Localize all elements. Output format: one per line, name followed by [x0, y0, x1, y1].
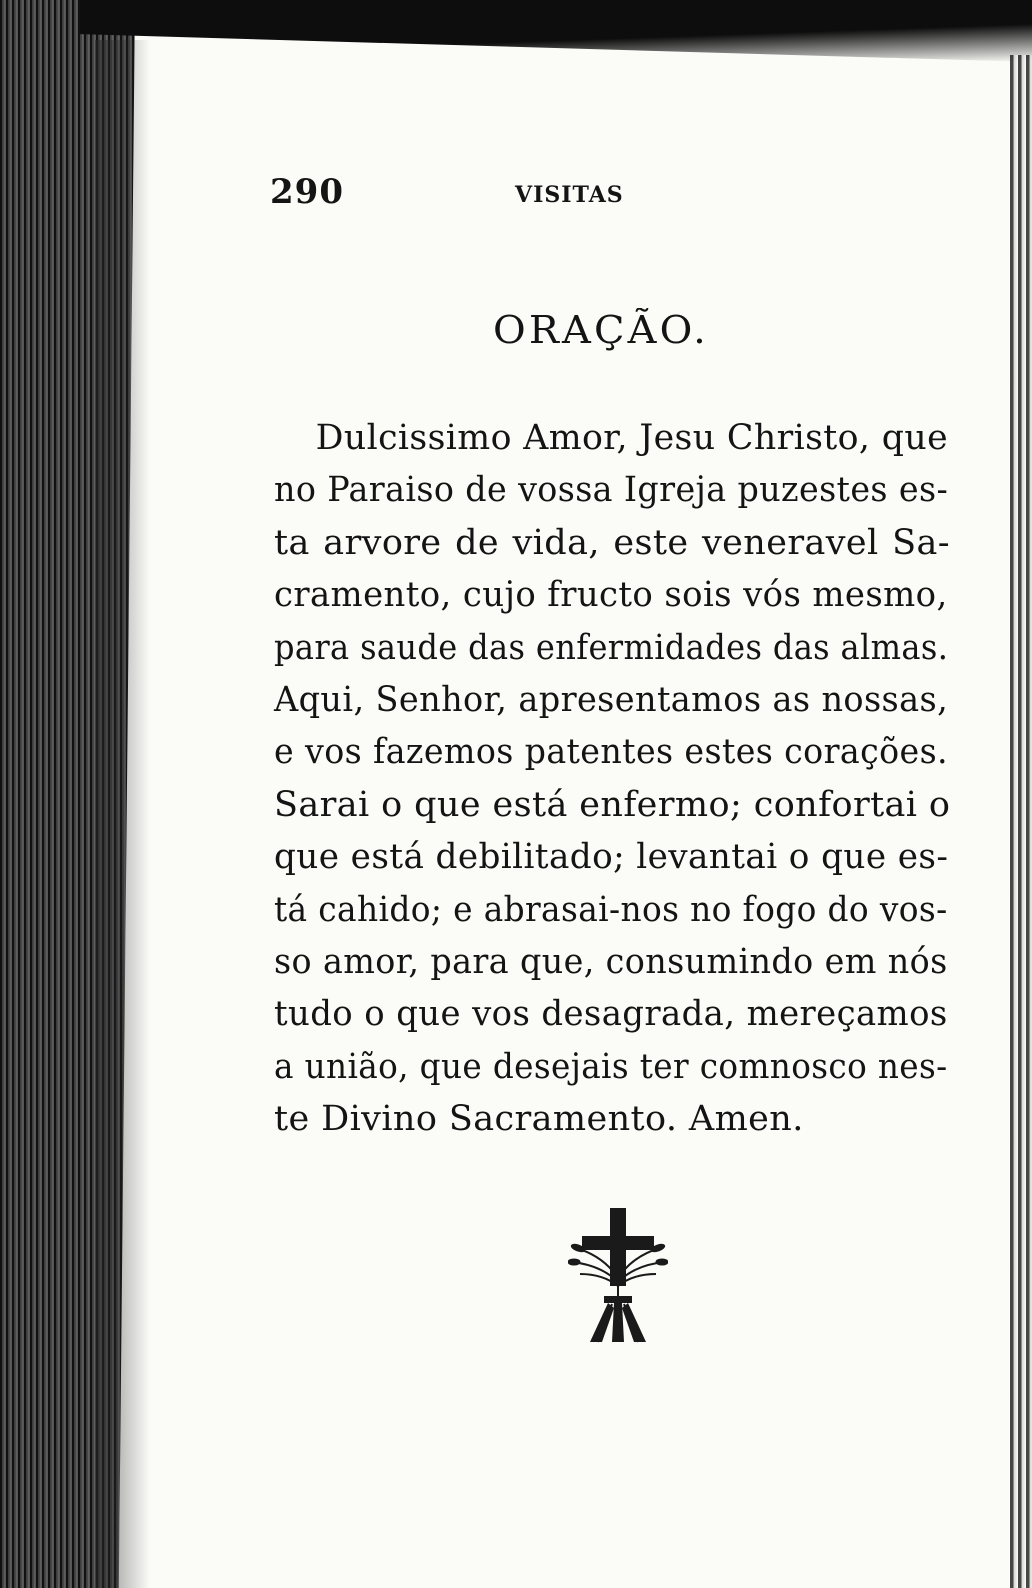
prayer-line: para saude das enfermidades das almas.	[274, 627, 949, 668]
gutter-shadow	[95, 40, 150, 1588]
prayer-line: que está debilitado; levantai o que es-	[274, 837, 949, 878]
prayer-line: te Divino Sacramento. Amen.	[274, 1099, 804, 1140]
right-page-edge	[1010, 55, 1032, 1588]
prayer-line: Dulcissimo Amor, Jesu Christo, que	[315, 418, 949, 458]
cross-with-wheat-sheaf-icon	[568, 1208, 668, 1344]
top-scan-edge	[80, 0, 1032, 62]
book-page	[150, 60, 1010, 1580]
prayer-line: ta arvore de vida, este veneravel Sa-	[274, 522, 950, 563]
prayer-line: tá cahido; e abrasai-nos no fogo do vos-	[274, 889, 948, 930]
prayer-line: so amor, para que, consumindo em nós	[274, 942, 948, 983]
prayer-line: cramento, cujo fructo sois vós mesmo,	[274, 575, 948, 616]
section-title: ORAÇÃO.	[492, 308, 710, 352]
running-head	[270, 172, 830, 212]
running-title: VISITAS	[515, 182, 624, 208]
prayer-line: Aqui, Senhor, apresentamos as nossas,	[274, 680, 949, 721]
prayer-line: a união, que desejais ter comnosco nes-	[274, 1046, 948, 1087]
page-number: 290	[270, 172, 344, 212]
prayer-line: tudo o que vos desagrada, mereçamos	[274, 994, 948, 1035]
prayer-line: no Paraiso de vossa Igreja puzestes es-	[274, 470, 949, 511]
prayer-text	[274, 412, 950, 1146]
prayer-line: Sarai o que está enfermo; confortai o	[274, 784, 951, 825]
prayer-line: e vos fazemos patentes estes corações.	[274, 732, 949, 773]
